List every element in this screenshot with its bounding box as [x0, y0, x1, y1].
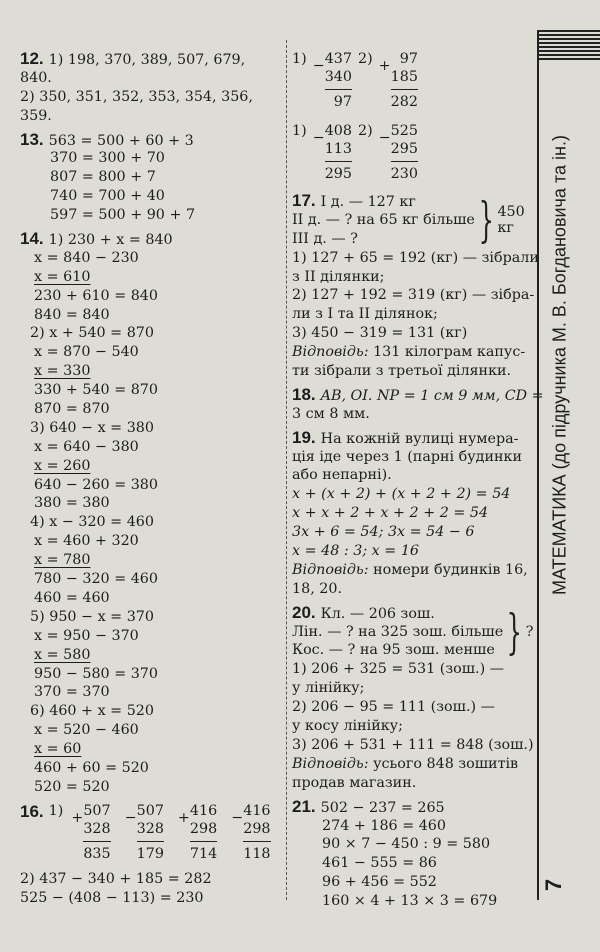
text-line: x = 950 − 370 [34, 627, 139, 644]
part-label: 1) [48, 802, 64, 819]
brace-icon: } [478, 192, 494, 249]
problem-19 [292, 429, 528, 599]
text-line: 1) 230 + x = 840 [48, 232, 173, 249]
text-line: 2) 437 − 340 + 185 = 282 [20, 870, 212, 887]
problem-14 [20, 230, 282, 797]
text-line: 525 − (408 − 113) = 230 [20, 889, 204, 906]
text-line: 2) 127 + 192 = 319 (кг) — зібра- [292, 287, 535, 304]
text-line: x = 460 + 320 [34, 533, 139, 550]
running-title: МАТЕМАТИКА (до підручника М. В. Богдановича та ін.) [549, 135, 570, 595]
text-line: 460 + 60 = 520 [34, 759, 149, 776]
result: 295 [325, 161, 352, 184]
right-column [292, 50, 544, 916]
text-line: x = 330 [34, 363, 91, 380]
text-line: 160 × 4 + 13 × 3 = 679 [322, 893, 498, 910]
column-calculation [231, 802, 270, 864]
result: 282 [391, 89, 418, 112]
text-line: 461 − 555 = 86 [322, 855, 437, 872]
operand: 97 [399, 51, 418, 67]
text-line: 4) x − 320 = 460 [30, 514, 154, 531]
text-line: 5) 950 − x = 370 [30, 608, 154, 625]
page-number: 7 [541, 878, 567, 892]
text-line: у косу лінійку; [292, 718, 403, 735]
operand: 185 [390, 69, 418, 85]
text-line: 370 = 370 [34, 684, 110, 701]
text-line: 274 + 186 = 460 [322, 817, 447, 834]
text-line: 370 = 300 + 70 [50, 150, 165, 167]
column-divider [286, 40, 287, 900]
condition-line: Лін. — ? на 325 зош. більше [292, 623, 504, 640]
condition-line: ІІІ д. — ? [292, 230, 358, 247]
result: 230 [391, 161, 418, 184]
condition-line: І д. — 127 кг [320, 194, 416, 210]
text-line: або непарні). [292, 467, 392, 484]
text-line: 640 − 260 = 380 [34, 476, 159, 493]
operator-sign: + [177, 809, 190, 826]
answer-text: 18, 20. [292, 580, 343, 597]
text-line: 520 = 520 [34, 778, 110, 795]
text-line: На кожній вулиці нумера- [320, 430, 519, 447]
text-line: 740 = 700 + 40 [50, 188, 165, 205]
part-label: 2) [357, 123, 373, 139]
column-calculation [379, 50, 418, 112]
text-line: x = 48 : 3; x = 16 [292, 543, 420, 560]
result: 97 [325, 89, 352, 112]
text-line: 3) 640 − x = 380 [30, 419, 154, 436]
operand: 113 [324, 141, 352, 157]
answer-text: номери будинків 16, [373, 561, 528, 578]
problem-number: 14. [20, 229, 44, 249]
brace-total: ? [525, 624, 534, 641]
operand: 525 [390, 123, 418, 139]
operator-sign: − [378, 130, 391, 146]
condition-line: ІІ д. — ? на 65 кг більше [292, 211, 475, 228]
column-calculation [313, 122, 352, 184]
problem-20 [292, 602, 534, 793]
text-line: 840. [20, 69, 52, 86]
operator-sign: − [312, 58, 325, 74]
operator-sign: − [124, 809, 137, 826]
text-line: 1) 206 + 325 = 531 (зош.) — [292, 661, 505, 678]
text-line: 96 + 456 = 552 [322, 874, 437, 891]
text-line: x = 840 − 230 [34, 249, 139, 266]
text-line: 380 = 380 [34, 495, 110, 512]
operand: 507 [136, 802, 164, 819]
result: 179 [137, 841, 164, 864]
text-line: з ІІ ділянки; [292, 268, 385, 285]
text-line: x + x + 2 + x + 2 + 2 = 54 [292, 505, 489, 522]
column-arithmetic [71, 802, 270, 864]
text-line: 3) 206 + 531 + 111 = 848 (зош.) [292, 736, 534, 753]
text-line: ли з І та ІІ ділянок; [292, 306, 438, 323]
answer-text: 131 кілограм капус- [373, 344, 526, 361]
text-line: ція іде через 1 (парні будинки [292, 448, 522, 465]
condition-line: Кос. — ? на 95 зош. менше [292, 642, 495, 659]
header-stripes [537, 30, 600, 62]
operand: 328 [83, 820, 111, 837]
text-line: 359. [20, 107, 52, 124]
problem-number: 17. [292, 191, 316, 210]
left-column [20, 50, 282, 913]
column-calculation [313, 50, 352, 112]
text-line: 950 − 580 = 370 [34, 665, 159, 682]
problem-number: 21. [292, 796, 316, 816]
column-calculation [71, 802, 110, 864]
text-line: 502 − 237 = 265 [320, 799, 445, 816]
text-line: x = 580 [34, 646, 91, 663]
text-line: x = 640 − 380 [34, 438, 139, 455]
text-line: x = 60 [34, 741, 82, 758]
problem-18 [292, 384, 544, 424]
answer-text: усього 848 зошитів [373, 755, 519, 772]
text-line: 460 = 460 [34, 589, 110, 606]
operator-sign: − [312, 130, 325, 146]
problem-17 [292, 191, 539, 381]
part-label: 2) [357, 51, 373, 67]
text-line: x = 260 [34, 457, 91, 474]
arithmetic-row [292, 122, 528, 184]
text-line: 2) 206 − 95 = 111 (зош.) — [292, 699, 495, 716]
column-calculation [125, 802, 164, 864]
text-line: x + (x + 2) + (x + 2 + 2) = 54 [292, 486, 511, 503]
text-line: 1) 198, 370, 389, 507, 679, [48, 52, 246, 68]
text-line: 330 + 540 = 870 [34, 382, 159, 399]
operand: 416 [189, 802, 218, 819]
column-calculation [178, 802, 217, 864]
text-line: у лінійку; [292, 680, 365, 697]
operand: 340 [324, 69, 352, 85]
operand: 298 [189, 820, 218, 837]
problem-number: 16. [20, 801, 44, 821]
text-line: 230 + 610 = 840 [34, 287, 159, 304]
condition-line: Кл. — 206 зош. [320, 605, 435, 622]
text-line: 3x + 6 = 54; 3x = 54 − 6 [292, 524, 475, 541]
brace-icon: } [506, 604, 523, 661]
problem-number: 18. [292, 384, 316, 404]
column-calculation [379, 122, 418, 184]
operator-sign: − [231, 809, 244, 826]
problem-16 [20, 802, 282, 908]
text-line: 2) x + 540 = 870 [30, 325, 154, 342]
operand: 437 [324, 51, 352, 67]
problem-number: 19. [292, 427, 316, 447]
result: 118 [243, 841, 270, 864]
operand: 408 [324, 123, 352, 139]
text-line: x = 610 [34, 268, 91, 285]
text-line: 840 = 840 [34, 306, 110, 323]
text-line: 3 см 8 мм. [292, 405, 370, 422]
arithmetic-row [292, 50, 528, 112]
problem-12 [20, 50, 282, 126]
answer-label: Відповідь: [292, 561, 369, 578]
text-line: 780 − 320 = 460 [34, 571, 159, 588]
operator-sign: + [378, 58, 391, 74]
text-line: x = 870 − 540 [34, 344, 139, 361]
text-line: 563 = 500 + 60 + 3 [48, 132, 194, 149]
text-line: 807 = 800 + 7 [50, 169, 156, 186]
operand: 295 [390, 141, 418, 157]
answer-text: ти зібрали з третьої ділянки. [292, 363, 512, 380]
problem-16-continued [292, 50, 528, 184]
answer-label: Відповідь: [292, 755, 369, 772]
problem-number: 13. [20, 129, 44, 149]
answer-label: Відповідь: [292, 344, 369, 361]
problem-number: 20. [292, 602, 316, 622]
problem-21 [292, 798, 528, 911]
part-label: 1) [292, 123, 307, 139]
text-line: 870 = 870 [34, 401, 110, 418]
text-line: 90 × 7 − 450 : 9 = 580 [322, 836, 491, 853]
result: 835 [83, 841, 110, 864]
operand: 416 [243, 802, 271, 819]
result: 714 [190, 841, 217, 864]
problem-13 [20, 131, 282, 225]
text-line: 1) 127 + 65 = 192 (кг) — зібрали [292, 249, 539, 266]
text-line: x = 780 [34, 552, 91, 569]
text-line: 6) 460 + x = 520 [30, 703, 154, 720]
problem-number: 12. [20, 49, 44, 68]
text-line: x = 520 − 460 [34, 722, 139, 739]
answer-text: продав магазин. [292, 774, 417, 791]
text-line: 3) 450 − 319 = 131 (кг) [292, 325, 468, 342]
operand: 507 [83, 802, 111, 819]
part-label: 1) [292, 51, 307, 67]
text-line: 2) 350, 351, 352, 353, 354, 356, [20, 88, 253, 105]
side-rule [537, 30, 539, 900]
operand: 328 [136, 820, 164, 837]
text-line: 597 = 500 + 90 + 7 [50, 207, 196, 224]
brace-total: 450 кг [497, 204, 525, 237]
operator-sign: + [71, 809, 84, 826]
text-line: AB, OI. NP = 1 см 9 мм, CD = [320, 387, 544, 404]
operand: 298 [243, 820, 271, 837]
